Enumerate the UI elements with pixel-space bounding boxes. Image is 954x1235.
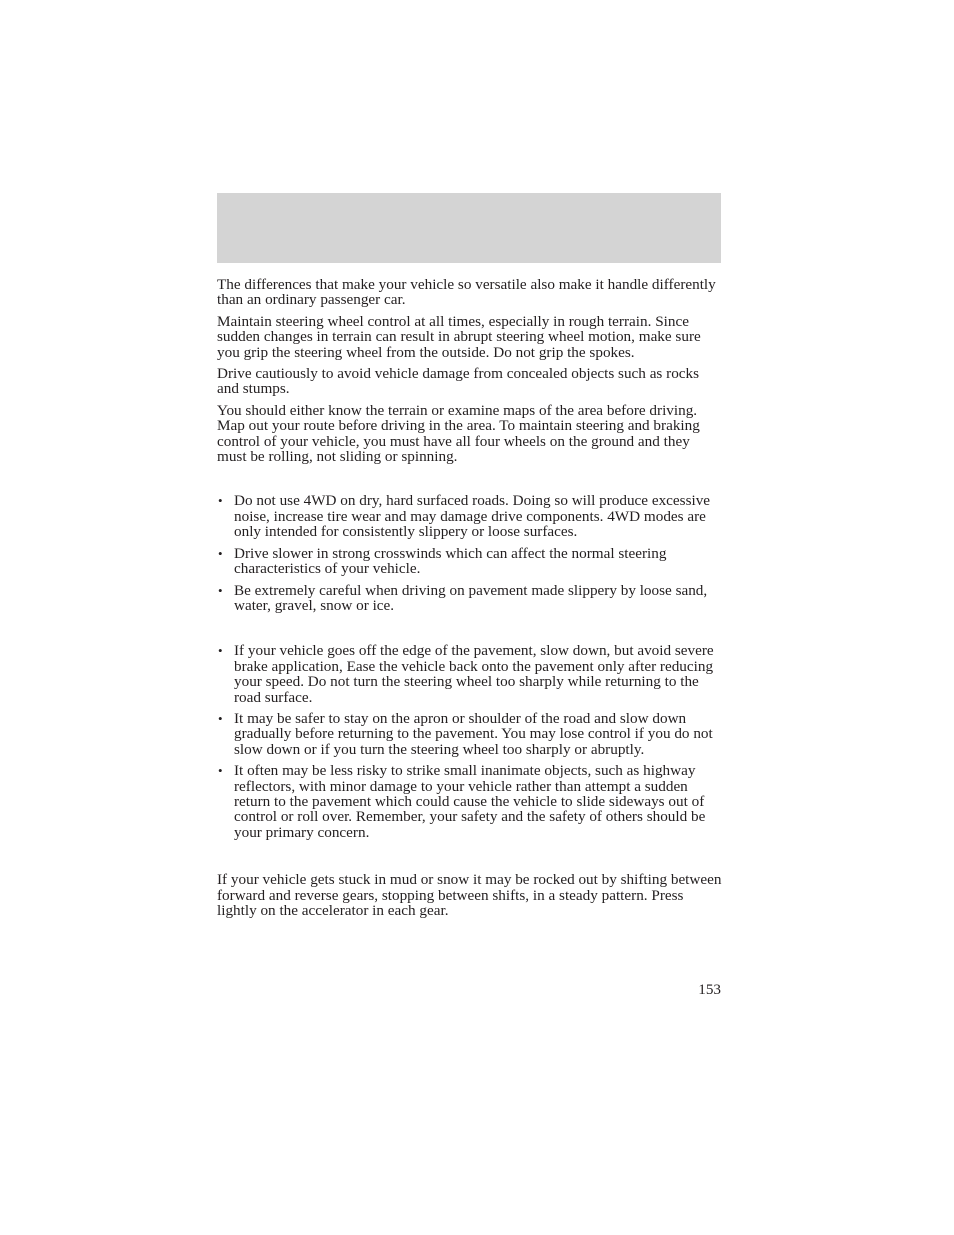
list-item-text: Do not use 4WD on dry, hard surfaced roads. Doing so will produce excessive noise, increase tire wear and may damage drive components. 4WD modes are only intended for consistently slippery or loose surfaces. <box>234 492 711 541</box>
paragraph-stuck-vehicle: If your vehicle gets stuck in mud or snow it may be rocked out by shifting between forward and reverse gears, stopping between shifts, in a steady pattern. Press lightly on the accelerator in each gear. <box>217 871 722 919</box>
bullet-icon: • <box>218 545 223 561</box>
list-item <box>217 546 723 577</box>
list-item <box>217 583 723 614</box>
bullet-icon: • <box>218 710 223 726</box>
list-item <box>217 711 723 757</box>
list-item-text: If your vehicle goes off the edge of the pavement, slow down, but avoid severe brake application, Ease the vehicle back onto the pavement only after reducing your speed. Do not turn the steering wheel too sharply while returning to the road surface. <box>234 642 714 706</box>
bullet-list-pavement-edge <box>217 643 723 840</box>
list-item <box>217 763 723 840</box>
list-item <box>217 493 723 539</box>
section-header-band <box>217 193 721 263</box>
list-item <box>217 643 723 705</box>
list-item-text: Be extremely careful when driving on pavement made slippery by loose sand, water, gravel, snow or ice. <box>234 581 708 614</box>
paragraph-handling: The differences that make your vehicle so versatile also make it handle differently than an ordinary passenger car. <box>217 276 716 309</box>
page-content <box>217 277 723 924</box>
bullet-icon: • <box>218 493 223 509</box>
bullet-icon: • <box>218 582 223 598</box>
bullet-icon: • <box>218 643 223 659</box>
bullet-icon: • <box>218 763 223 779</box>
bullet-list-driving-conditions <box>217 493 723 613</box>
paragraph-concealed-objects: Drive cautiously to avoid vehicle damage from concealed objects such as rocks and stumps. <box>217 365 700 398</box>
list-item-text: It may be safer to stay on the apron or shoulder of the road and slow down gradually before returning to the pavement. You may lose control if you do not slow down or if you turn the steering wheel too sharply or abruptly. <box>234 709 713 758</box>
paragraph-steering-control: Maintain steering wheel control at all times, especially in rough terrain. Since sudden changes in terrain can result in abrupt steering wheel motion, make sure you grip the steering wheel from the outside. Do not grip the spokes. <box>217 312 701 361</box>
paragraph-terrain-maps: You should either know the terrain or examine maps of the area before driving. Map out your route before driving in the area. To maintain steering and braking control of your vehicle, you must have all four wheels on the ground and they must be rolling, not sliding or spinning. <box>217 401 700 466</box>
page-number: 153 <box>698 981 721 998</box>
list-item-text: It often may be less risky to strike small inanimate objects, such as highway reflectors, with minor damage to your vehicle rather than attempt a sudden return to the pavement which could cause the vehicle to slide sideways out of control or roll over. Remember, your safety and the safety of others should be your primary concern. <box>234 762 706 841</box>
list-item-text: Drive slower in strong crosswinds which can affect the normal steering characteristics of your vehicle. <box>234 544 667 578</box>
